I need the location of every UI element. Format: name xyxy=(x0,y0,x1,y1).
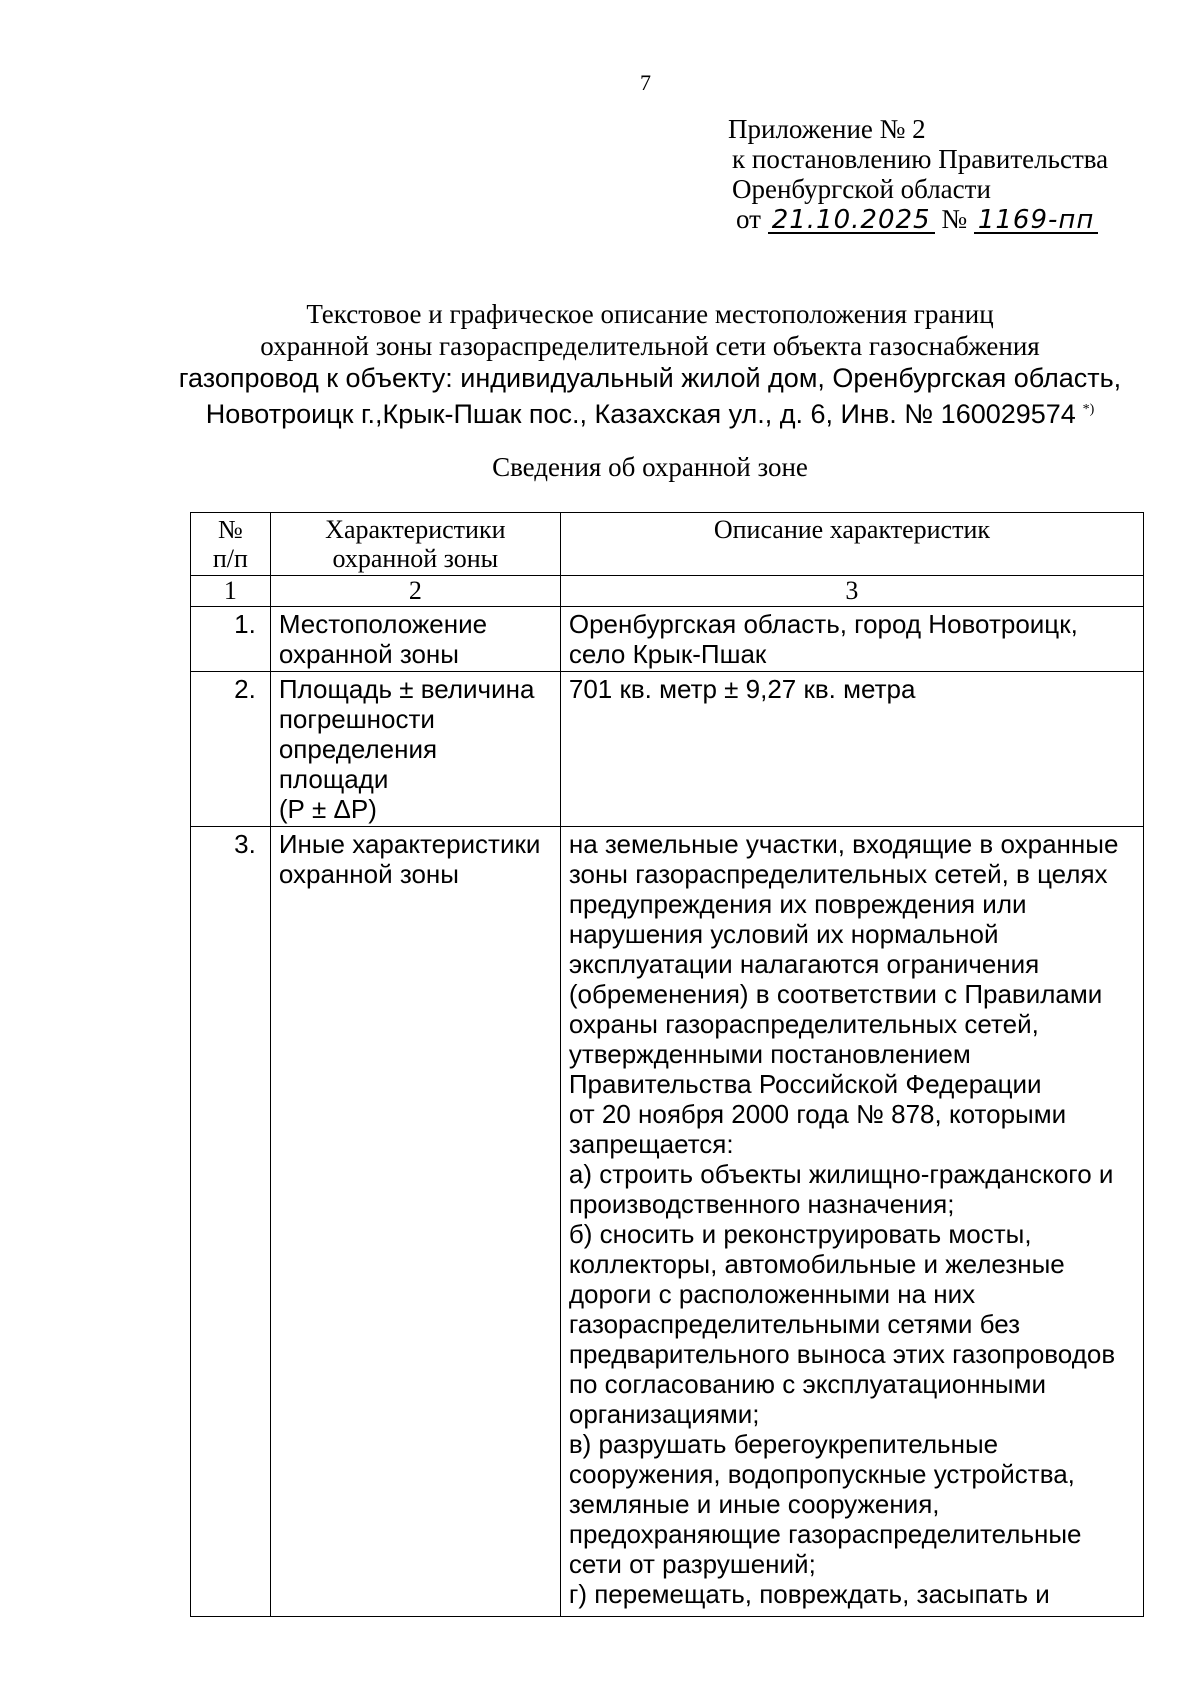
row-number: 3. xyxy=(191,827,271,1617)
title-line-1: Текстовое и графическое описание местоположения границ xyxy=(306,299,994,329)
title-line-4-text: Новотроицк г.,Крык-Пшак пос., Казахская ул., д. 6, Инв. № 160029574 xyxy=(205,399,1076,429)
from-label: от xyxy=(736,204,761,234)
table-row xyxy=(191,672,1144,827)
number-label: № xyxy=(941,204,968,234)
column-number-1: 1 xyxy=(191,576,271,607)
table-row xyxy=(191,827,1144,1617)
protection-zone-table xyxy=(190,512,1144,1617)
header-characteristics: Характеристики охранной зоны xyxy=(270,513,560,576)
title-line-2: охранной зоны газораспределительной сети объекта газоснабжения xyxy=(260,331,1040,361)
row-description: 701 кв. метр ± 9,27 кв. метра xyxy=(560,672,1143,827)
appendix-line-1: Приложение № 2 xyxy=(728,114,926,144)
handwritten-date: 21.10.2025 xyxy=(768,208,935,234)
document-title xyxy=(100,298,1200,430)
row-characteristic: Площадь ± величина погрешности определения площади (Р ± ΔР) xyxy=(270,672,560,827)
row-description: на земельные участки, входящие в охранные зоны газораспределительных сетей, в целях предупреждения их повреждения или нарушения условий их нормальной эксплуатации налагаются ограничения (обременения) в соответствии с Правилами охраны газораспределительных сетей, утвержденными постановлением Правительства Российской Федерации от 20 ноября 2000 года № 878, которыми запрещается: а) строить объекты жилищно-гражданского и производственного назначения; б) сносить и реконструировать мосты, коллекторы, автомобильные и железные дороги с расположенными на них газораспределительными сетями без предварительного выноса этих газопроводов по согласованию с эксплуатационными организациями; в) разрушать берегоукрепительные сооружения, водопропускные устройства, земляные и иные сооружения, предохраняющие газораспределительные сети от разрушений; г) перемещать, повреждать, засыпать и xyxy=(560,827,1143,1617)
row-characteristic: Иные характеристики охранной зоны xyxy=(270,827,560,1617)
appendix-line-2: к постановлению Правительства xyxy=(732,144,1109,174)
row-number: 2. xyxy=(191,672,271,827)
title-line-4 xyxy=(100,394,1200,430)
header-description: Описание характеристик xyxy=(560,513,1143,576)
appendix-block xyxy=(728,114,1108,234)
footnote-marker: *) xyxy=(1082,402,1095,417)
page-number: 7 xyxy=(640,70,651,95)
handwritten-number: 1169-пп xyxy=(974,208,1099,234)
column-number-2: 2 xyxy=(270,576,560,607)
appendix-date-line xyxy=(736,204,1108,234)
title-line-3: газопровод к объекту: индивидуальный жилой дом, Оренбургская область, xyxy=(178,363,1122,393)
row-characteristic: Местоположение охранной зоны xyxy=(270,607,560,672)
table-header-row xyxy=(191,513,1144,576)
column-numbers-row xyxy=(191,576,1144,607)
row-description: Оренбургская область, город Новотроицк, село Крык-Пшак xyxy=(560,607,1143,672)
section-title: Сведения об охранной зоне xyxy=(492,452,808,482)
header-number: № п/п xyxy=(191,513,271,576)
table-row xyxy=(191,607,1144,672)
row-number: 1. xyxy=(191,607,271,672)
column-number-3: 3 xyxy=(560,576,1143,607)
appendix-line-3: Оренбургской области xyxy=(732,174,991,204)
